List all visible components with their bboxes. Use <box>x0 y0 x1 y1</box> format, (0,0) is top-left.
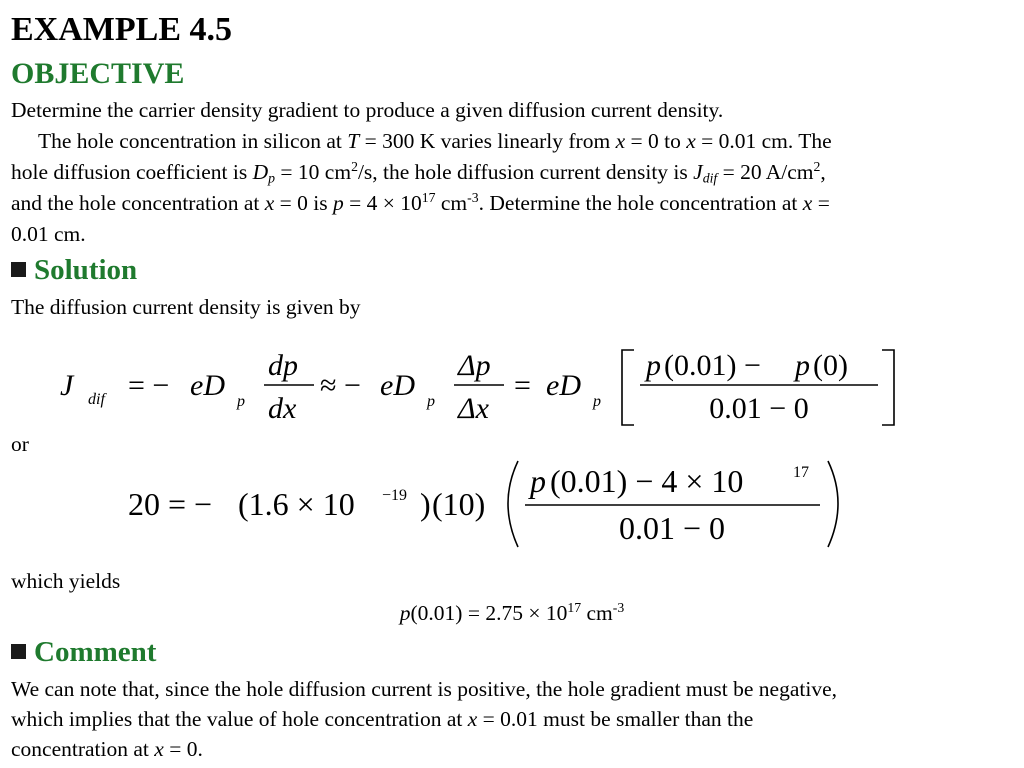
svg-text:17: 17 <box>793 464 809 481</box>
bullet-square-icon <box>11 644 26 659</box>
svg-text:(0): (0) <box>813 349 848 382</box>
svg-text:=: = <box>514 369 531 402</box>
equation-diffusion-current <box>50 340 910 435</box>
svg-text:−19: −19 <box>382 487 408 504</box>
svg-text:(0.01) −: (0.01) − <box>664 349 761 382</box>
svg-text:dif: dif <box>88 391 105 408</box>
svg-text:= −: = − <box>128 369 170 402</box>
svg-text:eD: eD <box>546 369 581 402</box>
svg-text:20 = −: 20 = − <box>128 486 213 522</box>
svg-text:(1.6 × 10: (1.6 × 10 <box>238 486 355 522</box>
comment-line-2: which implies that the value of hole concentration at x = 0.01 must be smaller than the <box>11 707 754 731</box>
svg-text:dx: dx <box>268 392 297 425</box>
svg-text:dp: dp <box>268 349 298 382</box>
svg-text:p: p <box>237 393 245 410</box>
svg-text:Δx: Δx <box>458 392 489 425</box>
svg-text:): ) <box>420 486 431 522</box>
svg-text:J: J <box>60 369 74 402</box>
objective-text: Determine the carrier density gradient to produce a given diffusion current density. <box>11 98 724 122</box>
comment-heading: Comment <box>11 635 156 669</box>
result-line: $p(0.01) = 2.75 \times 10^{17}$ $cm^{-3}$ <box>399 599 625 625</box>
or-text: or <box>11 432 29 456</box>
svg-text:(0.01) − 4 × 10: (0.01) − 4 × 10 <box>550 463 744 499</box>
svg-text:p: p <box>646 349 661 382</box>
svg-text:≈ −: ≈ − <box>320 369 361 402</box>
svg-text:eD: eD <box>190 369 225 402</box>
svg-text:p: p <box>593 393 601 410</box>
comment-line-3: concentration at x = 0. <box>11 737 203 761</box>
solution-intro: The diffusion current density is given by <box>11 295 361 319</box>
bullet-square-icon <box>11 262 26 277</box>
svg-text:p: p <box>530 463 546 499</box>
problem-line-4: 0.01 cm. <box>11 222 86 246</box>
problem-line-3: and the hole concentration at x = 0 is $p = 4 \times 10^{17}$ $cm^{-3}$. Determine the hole concentration at x = <box>11 189 830 215</box>
objective-heading: OBJECTIVE <box>11 57 185 90</box>
svg-text:(10): (10) <box>432 486 486 522</box>
svg-text:0.01 − 0: 0.01 − 0 <box>709 392 809 425</box>
svg-text:Δp: Δp <box>458 349 491 382</box>
svg-text:p: p <box>795 349 810 382</box>
svg-text:0.01 − 0: 0.01 − 0 <box>618 510 726 546</box>
which-yields-text: which yields <box>11 569 121 593</box>
comment-line-1: We can note that, since the hole diffusion current is positive, the hole gradient must be negative, <box>11 677 837 701</box>
problem-line-1: The hole concentration in silicon at T = 300 K varies linearly from x = 0 to x = 0.01 cm. The <box>38 129 832 153</box>
equation-substituted <box>120 455 860 555</box>
problem-line-2: hole diffusion coefficient is $D_p = 10$ $cm^2/s$, the hole diffusion current density is $J_{dif} = 20$ $A/cm^2$, <box>11 158 826 186</box>
svg-text:p: p <box>427 393 435 410</box>
solution-heading: Solution <box>11 253 137 287</box>
example-title: EXAMPLE 4.5 <box>11 11 232 48</box>
svg-text:eD: eD <box>380 369 415 402</box>
